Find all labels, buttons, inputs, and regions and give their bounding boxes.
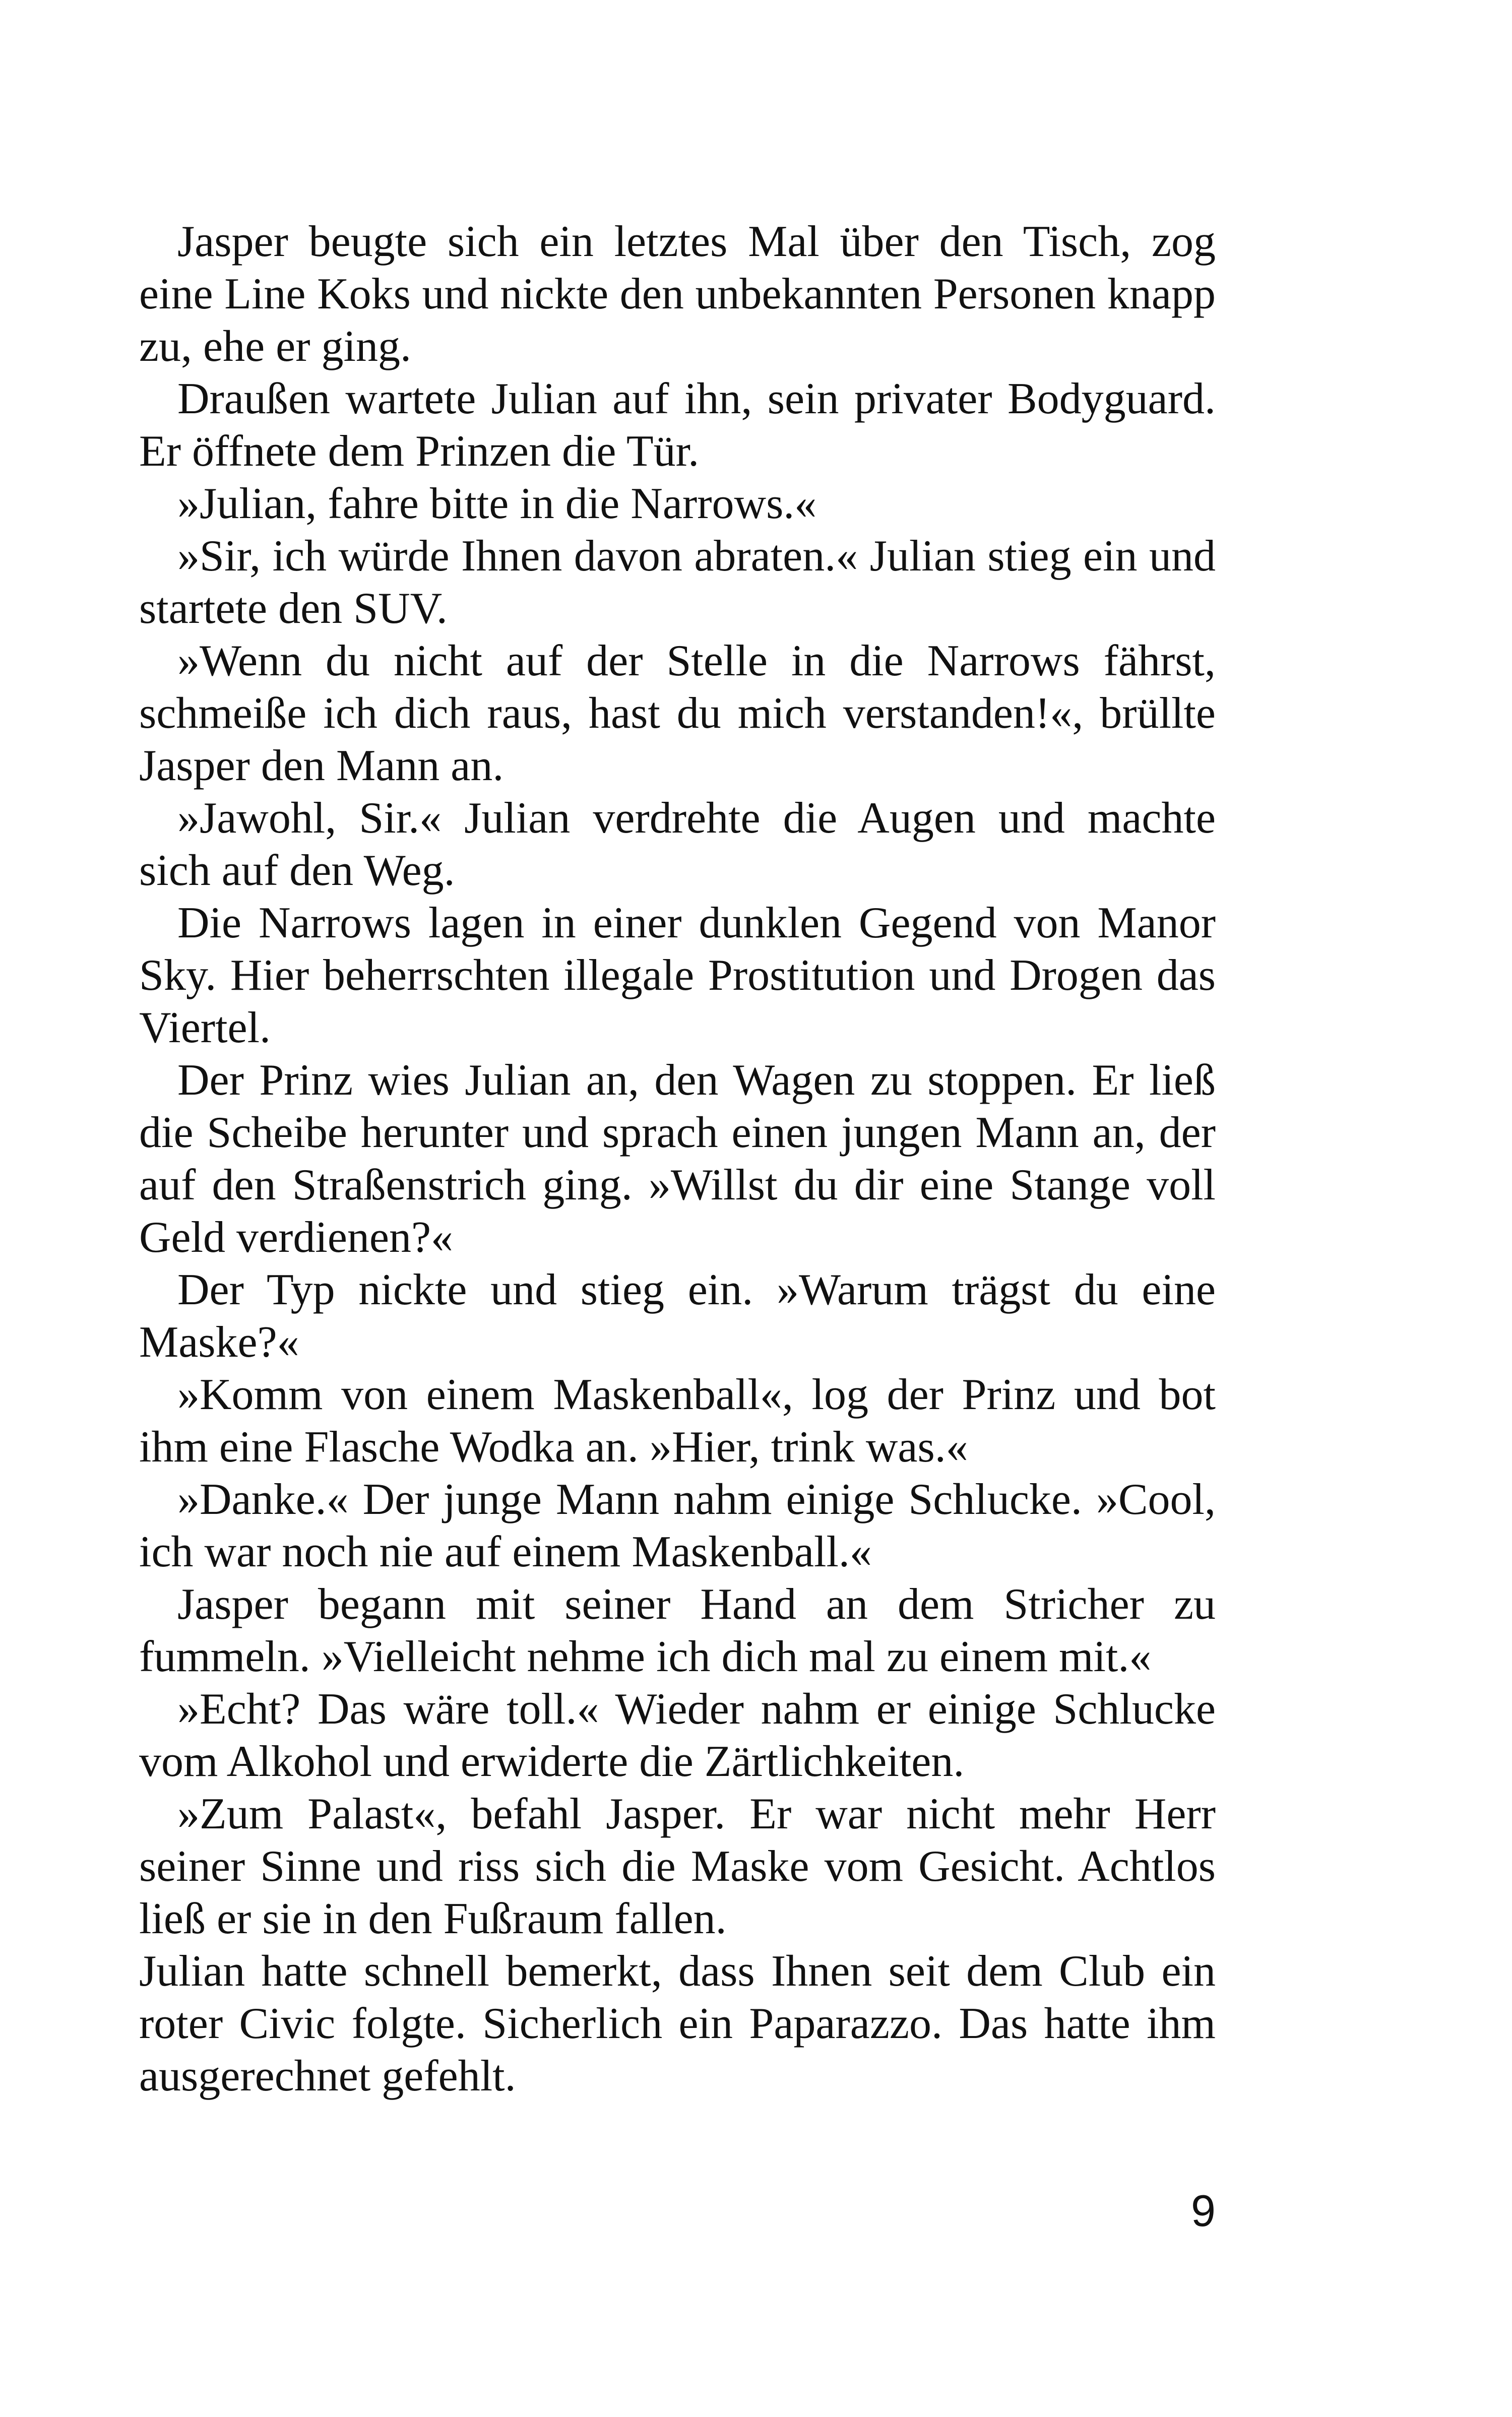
paragraph-5: »Wenn du nicht auf der Stelle in die Narrows fährst, schmeiße ich dich raus, hast du mich verstanden!«, brüllte Jasper den Mann an. <box>139 637 1216 790</box>
paragraph-4: »Sir, ich würde Ihnen davon abraten.« Julian stieg ein und startete den SUV. <box>139 532 1216 633</box>
body-text <box>139 216 1216 2103</box>
paragraph-6: »Jawohl, Sir.« Julian verdrehte die Augen und machte sich auf den Weg. <box>139 794 1216 895</box>
paragraph-12: Jasper begann mit seiner Hand an dem Stricher zu fummeln. »Vielleicht nehme ich dich mal zu einem mit.« <box>139 1580 1216 1681</box>
paragraph-9: Der Typ nickte und stieg ein. »Warum trägst du eine Maske?« <box>139 1265 1216 1367</box>
paragraph-1: Jasper beugte sich ein letztes Mal über den Tisch, zog eine Line Koks und nickte den unbekannten Personen knapp zu, ehe er ging. <box>139 217 1216 371</box>
paragraph-14: »Zum Palast«, befahl Jasper. Er war nicht mehr Herr seiner Sinne und riss sich die Maske vom Gesicht. Achtlos ließ er sie in den Fußraum fallen. <box>139 1790 1216 1943</box>
paragraph-10: »Komm von einem Maskenball«, log der Prinz und bot ihm eine Flasche Wodka an. »Hier, trink was.« <box>139 1370 1216 1472</box>
paragraph-13: »Echt? Das wäre toll.« Wieder nahm er einige Schlucke vom Alkohol und erwiderte die Zärtlichkeiten. <box>139 1685 1216 1786</box>
paragraph-8: Der Prinz wies Julian an, den Wagen zu stoppen. Er ließ die Scheibe herunter und sprach einen jungen Mann an, der auf den Straßenstrich ging. »Willst du dir eine Stange voll Geld verdienen?« <box>139 1056 1216 1262</box>
paragraph-2: Draußen wartete Julian auf ihn, sein privater Bodyguard. Er öffnete dem Prinzen die Tür. <box>139 374 1216 476</box>
paragraph-15: Julian hatte schnell bemerkt, dass Ihnen seit dem Club ein roter Civic folgte. Sicherlich ein Paparazzo. Das hatte ihm ausgerechnet gefehlt. <box>139 1947 1216 2101</box>
paragraph-7: Die Narrows lagen in einer dunklen Gegend von Manor Sky. Hier beherrschten illegale Prostitution und Drogen das Viertel. <box>139 899 1216 1052</box>
paragraph-11: »Danke.« Der junge Mann nahm einige Schlucke. »Cool, ich war noch nie auf einem Maskenball.« <box>139 1475 1216 1576</box>
page-number: 9 <box>1191 2186 1216 2236</box>
paragraph-3: »Julian, fahre bitte in die Narrows.« <box>177 479 817 528</box>
